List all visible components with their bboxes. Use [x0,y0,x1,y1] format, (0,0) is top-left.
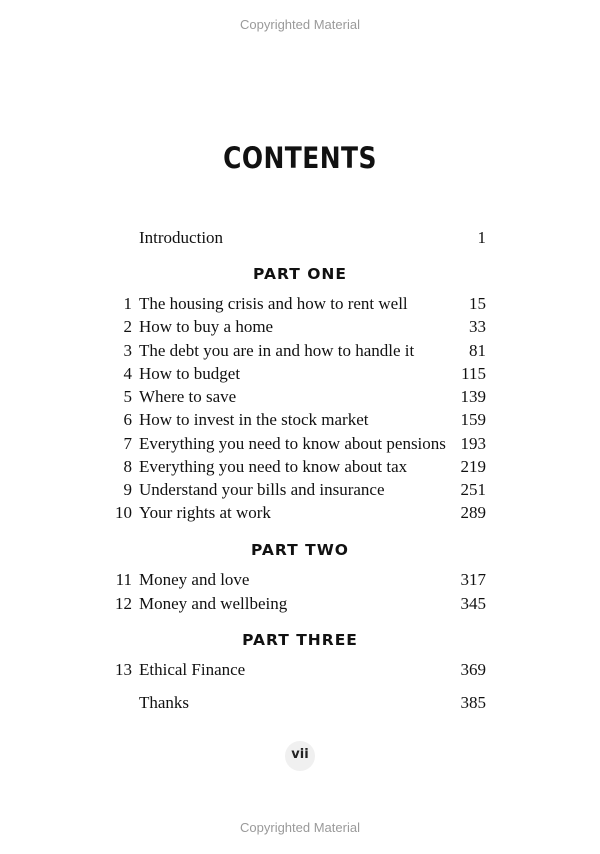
toc-entry [110,292,488,315]
toc-entry [110,385,488,408]
toc-entry-title: Everything you need to know about pensions [139,434,446,453]
toc-entry-page: 385 [460,693,486,712]
toc-entry [110,339,488,362]
part-three-heading: PART THREE [242,631,358,649]
contents-heading: CONTENTS [223,141,377,175]
toc-entry-page: 193 [460,434,486,453]
toc-entry-page: 317 [460,570,486,589]
toc-entry-page: 369 [460,660,486,679]
toc-entry-number: 10 [115,503,132,522]
toc-entry-thanks [110,691,488,714]
toc-entry [110,432,488,455]
toc-entry-number: 4 [123,364,132,383]
toc-entry [110,592,488,615]
toc-entry-number: 1 [123,294,132,313]
toc-entry-page: 289 [460,503,486,522]
toc-entry-title: Thanks [139,693,190,712]
toc-entry-number: 7 [123,434,132,453]
toc-entry-title: Ethical Finance [139,660,246,679]
toc-entry-page: 159 [460,410,486,429]
toc-entry-introduction [110,226,488,249]
toc-entry-page: 345 [460,594,486,613]
part-one-heading: PART ONE [253,265,347,283]
toc-entry-title: How to buy a home [139,317,274,336]
part-two-heading: PART TWO [251,541,349,559]
toc-entry-page: 251 [460,480,486,499]
toc-entry [110,501,488,524]
toc-entry [110,408,488,431]
toc-entry-page: 15 [469,294,486,313]
toc-entry [110,315,488,338]
toc-entry [110,478,488,501]
toc-entry-number: 12 [115,594,132,613]
toc-entry-number: 2 [123,317,132,336]
toc-entry-title: Your rights at work [139,503,271,522]
toc-entry-number: 11 [115,570,132,589]
toc-entry-page: 139 [460,387,486,406]
page-number: vii [285,741,315,771]
toc-entry-page: 1 [477,228,486,247]
toc-entry-title: Everything you need to know about tax [139,457,408,476]
toc-entry-page: 219 [460,457,486,476]
toc-entry-title: Money and wellbeing [139,594,288,613]
toc-entry [110,455,488,478]
toc-entry-number: 9 [123,480,132,499]
toc-entry-number: 8 [123,457,132,476]
toc-entry-number: 3 [123,341,132,360]
toc-entry-page: 115 [461,364,486,383]
watermark-bottom: Copyrighted Material [240,820,360,835]
toc-entry [110,362,488,385]
toc-entry-title: Introduction [139,228,224,247]
toc-entry-title: How to invest in the stock market [139,410,369,429]
toc-entry [110,568,488,591]
toc-entry-number: 6 [123,410,132,429]
toc-entry-title: The housing crisis and how to rent well [139,294,408,313]
toc-entry-title: Where to save [139,387,237,406]
toc-entry-title: The debt you are in and how to handle it [139,341,415,360]
toc-entry-title: Understand your bills and insurance [139,480,385,499]
toc-entry-title: Money and love [139,570,250,589]
toc-entry [110,658,488,681]
toc-entry-page: 81 [469,341,486,360]
toc-entry-number: 5 [123,387,132,406]
watermark-top: Copyrighted Material [240,17,360,32]
toc-entry-page: 33 [469,317,486,336]
toc-entry-number: 13 [115,660,132,679]
toc-entry-title: How to budget [139,364,241,383]
